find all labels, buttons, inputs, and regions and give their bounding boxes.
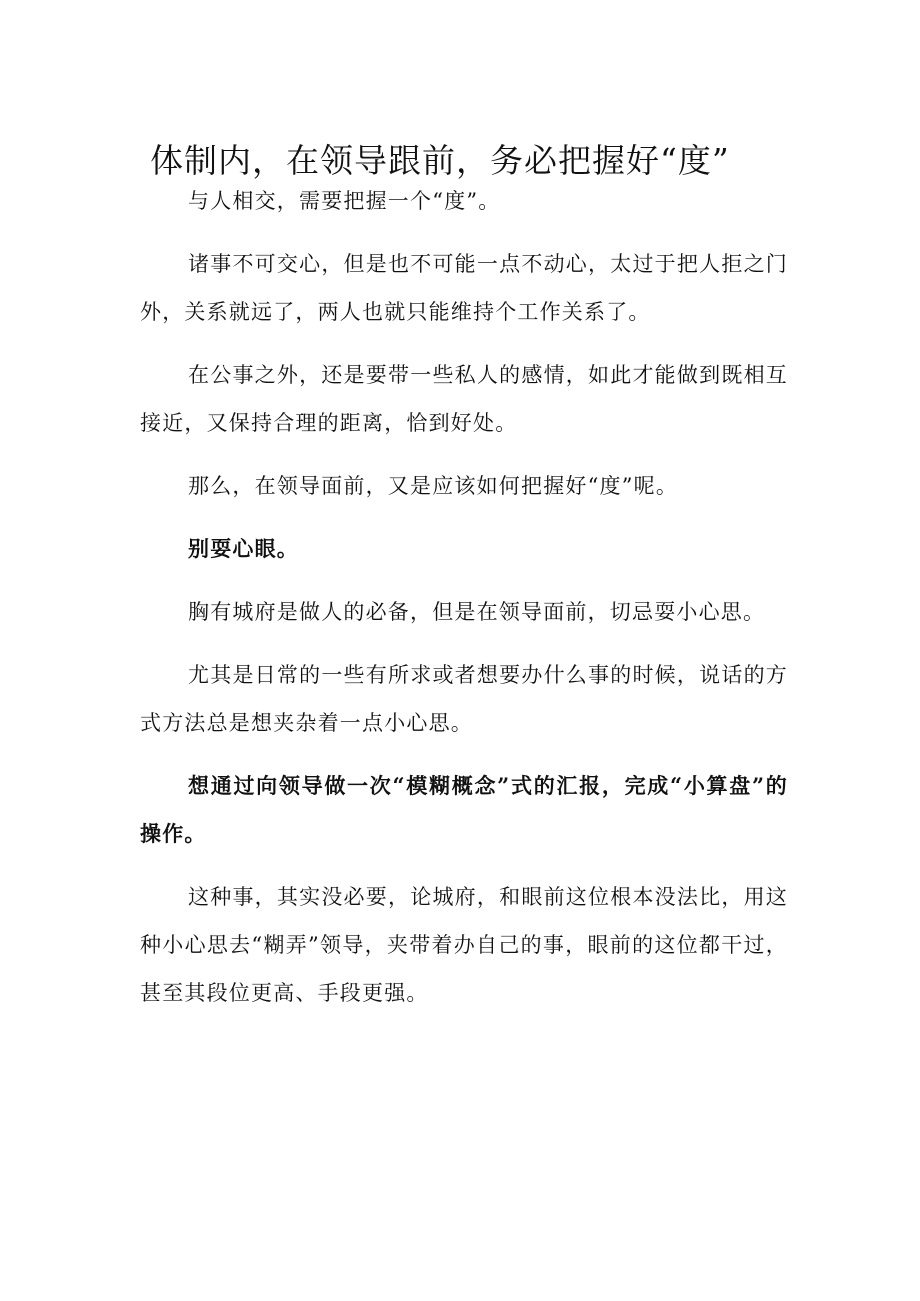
- paragraph-4: 那么，在领导面前，又是应该如何把握好“度”呢。: [188, 474, 679, 498]
- bold-paragraph-1: 想通过向领导做一次“模糊概念”式的汇报，完成“小算盘”的操作。: [140, 773, 788, 846]
- paragraph-2: 诸事不可交心，但是也不可能一点不动心，太过于把人拒之门外，关系就远了，两人也就只能维持个工作关系了。: [140, 252, 788, 324]
- paragraph-6: 尤其是日常的一些有所求或者想要办什么事的时候，说话的方式方法总是想夹杂着一点小心思。: [140, 663, 788, 735]
- section-heading-1: 别耍心眼。: [188, 536, 299, 561]
- document-title: 体制内，在领导跟前，务必把握好“度”: [150, 141, 730, 180]
- paragraph-3: 在公事之外，还是要带一些私人的感情，如此才能做到既相互接近，又保持合理的距离，恰到好处。: [140, 363, 788, 435]
- paragraph-1: 与人相交，需要把握一个“度”。: [188, 189, 501, 213]
- paragraph-5: 胸有城府是做人的必备，但是在领导面前，切忌耍小心思。: [188, 600, 766, 624]
- paragraph-7: 这种事，其实没必要，论城府，和眼前这位根本没法比，用这种小心思去“糊弄”领导，夹带着办自己的事，眼前的这位都干过，甚至其段位更高、手段更强。: [140, 885, 788, 1005]
- document-body: [140, 177, 788, 1032]
